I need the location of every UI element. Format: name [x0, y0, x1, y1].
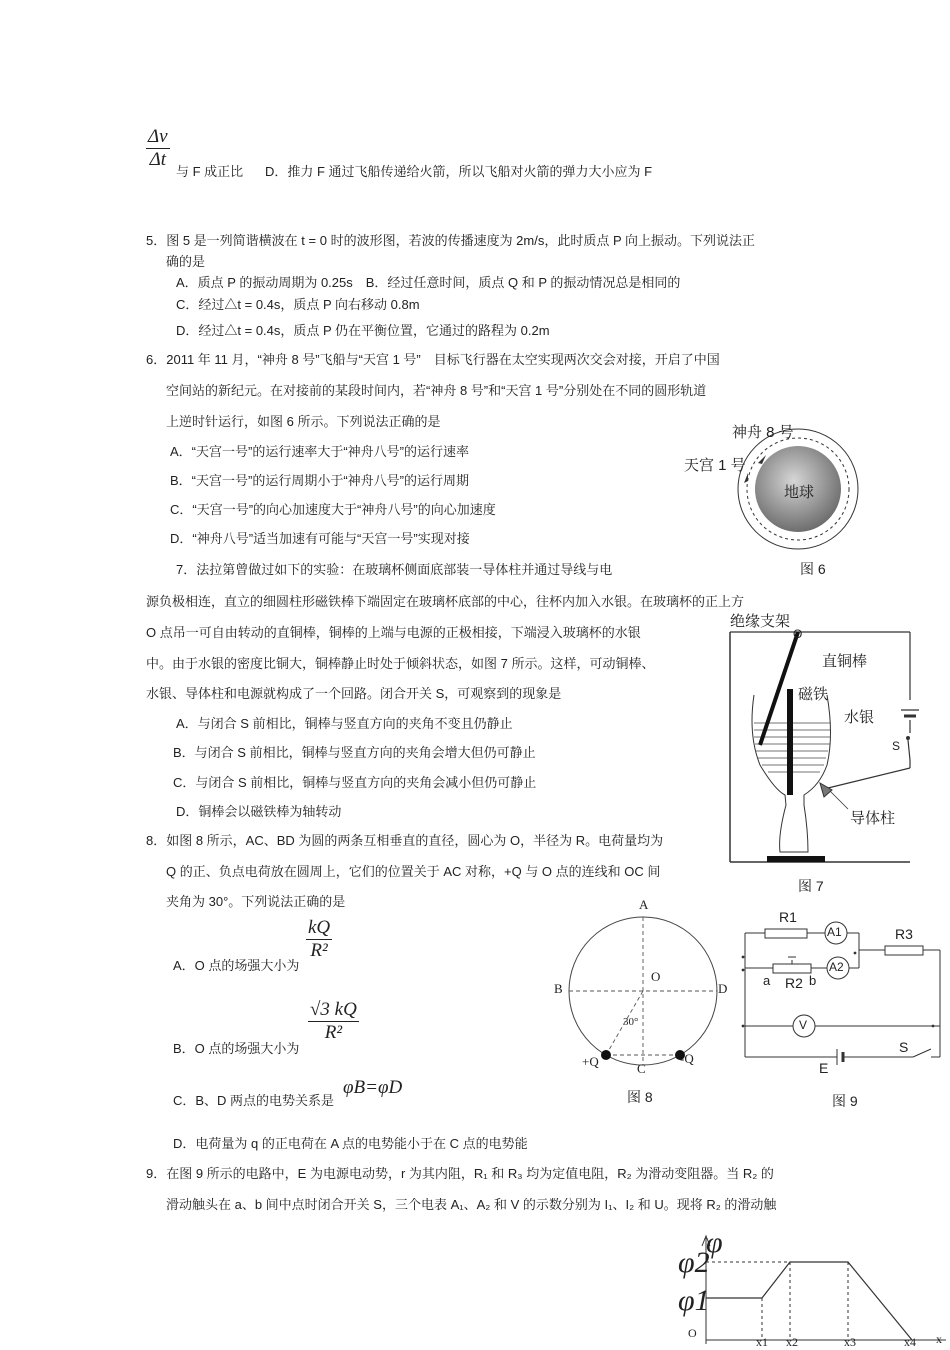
label-angle: 30° — [623, 1016, 639, 1028]
q7-stem-line3: O 点吊一可自由转动的直铜棒，铜棒的上端与电源的正极相接，下端浸入玻璃杯的水银 — [146, 625, 641, 640]
figure-9-circuit — [735, 905, 945, 1085]
q6-stem-line2: 空间站的新纪元。在对接前的某段时间内，若“神舟 8 号”和“天宫 1 号”分别处在不同的圆形轨道 — [166, 383, 707, 398]
q6-stem-line3: 上逆时针运行，如图 6 所示。下列说法正确的是 — [166, 414, 441, 429]
frac-denominator: Δt — [149, 149, 167, 170]
label-v: V — [799, 1018, 808, 1032]
label-x4: x4 — [904, 1335, 916, 1349]
q4-tail-text: 与 F 成正比 — [176, 164, 244, 179]
node-4 — [932, 1025, 935, 1028]
node-5 — [854, 952, 857, 955]
magnet-bar — [787, 689, 793, 795]
q5-option-d: D．经过△t = 0.4s，质点 P 仍在平衡位置，它通过的路程为 0.2m — [176, 323, 550, 338]
r2-slider — [788, 957, 796, 964]
q5-stem-line2: 确的是 — [166, 254, 206, 269]
q7-stem-line5: 水银、导体柱和电源就构成了一个回路。闭合开关 S，可观察到的现象是 — [146, 686, 562, 701]
label-x1: x1 — [756, 1335, 768, 1349]
label-phi-axis: φ — [706, 1226, 723, 1259]
figure-8-circle — [545, 895, 745, 1075]
q5-stem-line1: 5．图 5 是一列简谐横波在 t = 0 时的波形图，若波的传播速度为 2m/s，此时质点 P 向上振动。下列说法正 — [146, 233, 756, 248]
positive-charge — [601, 1050, 611, 1060]
label-neg-q: -Q — [680, 1051, 694, 1066]
label-b: B — [554, 981, 563, 996]
figure-8-caption: 图 8 — [627, 1089, 653, 1105]
label-origin: O — [688, 1326, 697, 1340]
figure-6-caption: 图 6 — [800, 561, 826, 577]
r2-resistor — [773, 964, 811, 973]
glass-base — [767, 856, 825, 862]
potential-curve — [706, 1262, 912, 1340]
label-shenzhou: 神舟 8 号 — [732, 424, 794, 441]
node-2 — [742, 969, 745, 972]
q8-stem-line1: 8．如图 8 所示，AC、BD 为圆的两条互相垂直的直径，圆心为 O，半径为 R。电荷量均为 — [146, 833, 664, 848]
label-tiangong: 天宫 1 号 — [684, 457, 746, 474]
label-x2: x2 — [786, 1335, 798, 1349]
post-leader — [830, 791, 848, 809]
label-x-axis: x — [936, 1332, 942, 1346]
q7-stem-line4: 中。由于水银的密度比铜大，铜棒静止时处于倾斜状态，如图 7 所示。这样，可动铜棒、 — [146, 656, 655, 671]
label-mercury: 水银 — [844, 709, 875, 726]
label-copper-rod: 直铜棒 — [822, 653, 868, 670]
label-switch-s: S — [892, 739, 901, 753]
label-phi1: φ1 — [678, 1284, 710, 1317]
label-point-o: O — [793, 627, 803, 641]
q8-stem-line2: Q 的正、负点电荷放在圆周上，它们的位置关于 AC 对称，+Q 与 O 点的连线和 OC 间 — [166, 864, 661, 879]
q9-stem-line2: 滑动触头在 a、b 间中点时闭合开关 S，三个电表 A₁、A₂ 和 V 的示数分别为 I₁、I₂ 和 U。现将 R₂ 的滑动触 — [166, 1197, 777, 1212]
q8-option-b: B．O 点的场强大小为 — [173, 1041, 300, 1056]
label-insulating-support: 绝缘支架 — [730, 613, 791, 630]
figure-6-orbits — [680, 415, 880, 595]
q6-stem-line1: 6．2011 年 11 月，“神舟 8 号”飞船与“天宫 1 号” 目标飞行器在太空实现两次交会对接，开启了中国 — [146, 352, 720, 367]
q7-option-a: A．与闭合 S 前相比，铜棒与竖直方向的夹角不变且仍静止 — [176, 716, 513, 731]
q8-option-c-formula: φB=φD — [343, 1077, 403, 1098]
label-d: D — [718, 981, 728, 996]
label-e: E — [819, 1060, 829, 1076]
label-x3: x3 — [844, 1335, 856, 1349]
potential-graph — [672, 1226, 950, 1349]
q9-stem-line1: 9．在图 9 所示的电路中，E 为电源电动势，r 为其内阻，R₁ 和 R₃ 均为定值电阻，R₂ 为滑动变阻器。当 R₂ 的 — [146, 1166, 774, 1181]
label-r2: R2 — [785, 975, 803, 991]
q7-stem-line2: 源负极相连，直立的细圆柱形磁铁棒下端固定在玻璃杯底部的中心，往杯内加入水银。在玻璃杯的正上方 — [146, 594, 745, 609]
q5-options-ab: A．质点 P 的振动周期为 0.25s B．经过任意时间，质点 Q 和 P 的振动情况总是相同的 — [176, 275, 681, 290]
label-r3: R3 — [895, 926, 913, 942]
q6-option-d: D．“神舟八号”适当加速有可能与“天宫一号”实现对接 — [170, 531, 470, 546]
label-a: A — [639, 897, 649, 912]
switch-blade — [913, 1049, 931, 1057]
label-conductor-post: 导体柱 — [850, 810, 896, 827]
switch-contact — [906, 736, 910, 740]
r1-resistor — [765, 929, 807, 938]
label-a1: A1 — [827, 925, 842, 939]
wire-to-post — [828, 768, 910, 788]
label-earth: 地球 — [784, 484, 815, 501]
figure-7-caption: 图 7 — [798, 878, 824, 894]
label-slider-a: a — [763, 973, 771, 988]
node-3 — [742, 1025, 745, 1028]
q8-option-d: D．电荷量为 q 的正电荷在 A 点的电势能小于在 C 点的电势能 — [173, 1136, 528, 1151]
r2-denominator: R² — [310, 940, 328, 961]
frac-numerator: Δv — [148, 126, 168, 147]
q8-option-a: A．O 点的场强大小为 — [173, 958, 300, 973]
q7-stem-line1: 7．法拉第曾做过如下的实验：在玻璃杯侧面底部装一导体柱并通过导线与电 — [176, 562, 613, 577]
q7-option-b: B．与闭合 S 前相比，铜棒与竖直方向的夹角会增大但仍可静止 — [173, 745, 536, 760]
node-1 — [742, 956, 745, 959]
q4-option-d: D．推力 F 通过飞船传递给火箭，所以飞船对火箭的弹力大小应为 F — [265, 164, 653, 179]
kq-numerator: kQ — [308, 917, 331, 938]
q8-option-b-formula — [308, 999, 359, 1044]
q6-option-c: C．“天宫一号”的向心加速度大于“神舟八号”的向心加速度 — [170, 502, 496, 517]
r2-denominator-b: R² — [324, 1022, 343, 1043]
label-s: S — [899, 1039, 909, 1055]
label-a2: A2 — [829, 960, 844, 974]
figure-7-faraday — [720, 605, 940, 870]
q6-option-b: B．“天宫一号”的运行周期小于“神舟八号”的运行周期 — [170, 473, 469, 488]
label-phi2: φ2 — [678, 1246, 710, 1279]
label-slider-b: b — [809, 973, 817, 988]
q7-option-c: C．与闭合 S 前相比，铜棒与竖直方向的夹角会减小但仍可静止 — [173, 775, 537, 790]
q7-option-d: D．铜棒会以磁铁棒为轴转动 — [176, 804, 342, 819]
q5-option-c: C．经过△t = 0.4s，质点 P 向右移动 0.8m — [176, 297, 420, 312]
figure-9-caption: 图 9 — [832, 1093, 858, 1109]
q6-option-a: A．“天宫一号”的运行速率大于“神舟八号”的运行速率 — [170, 444, 469, 459]
q8-option-c: C．B、D 两点的电势关系是 — [173, 1093, 335, 1108]
label-magnet: 磁铁 — [798, 686, 829, 703]
delta-v-over-delta-t — [146, 126, 170, 171]
label-r1: R1 — [779, 909, 797, 925]
r3-resistor — [885, 946, 923, 955]
conductor-post — [820, 783, 832, 797]
q8-stem-line3: 夹角为 30°。下列说法正确的是 — [166, 894, 346, 909]
label-c: C — [637, 1061, 646, 1076]
switch-arm — [908, 740, 910, 760]
q8-option-a-formula — [306, 917, 332, 962]
label-o: O — [651, 969, 661, 984]
sqrt3kq-numerator: √3 kQ — [310, 999, 357, 1020]
label-pos-q: +Q — [582, 1054, 599, 1069]
